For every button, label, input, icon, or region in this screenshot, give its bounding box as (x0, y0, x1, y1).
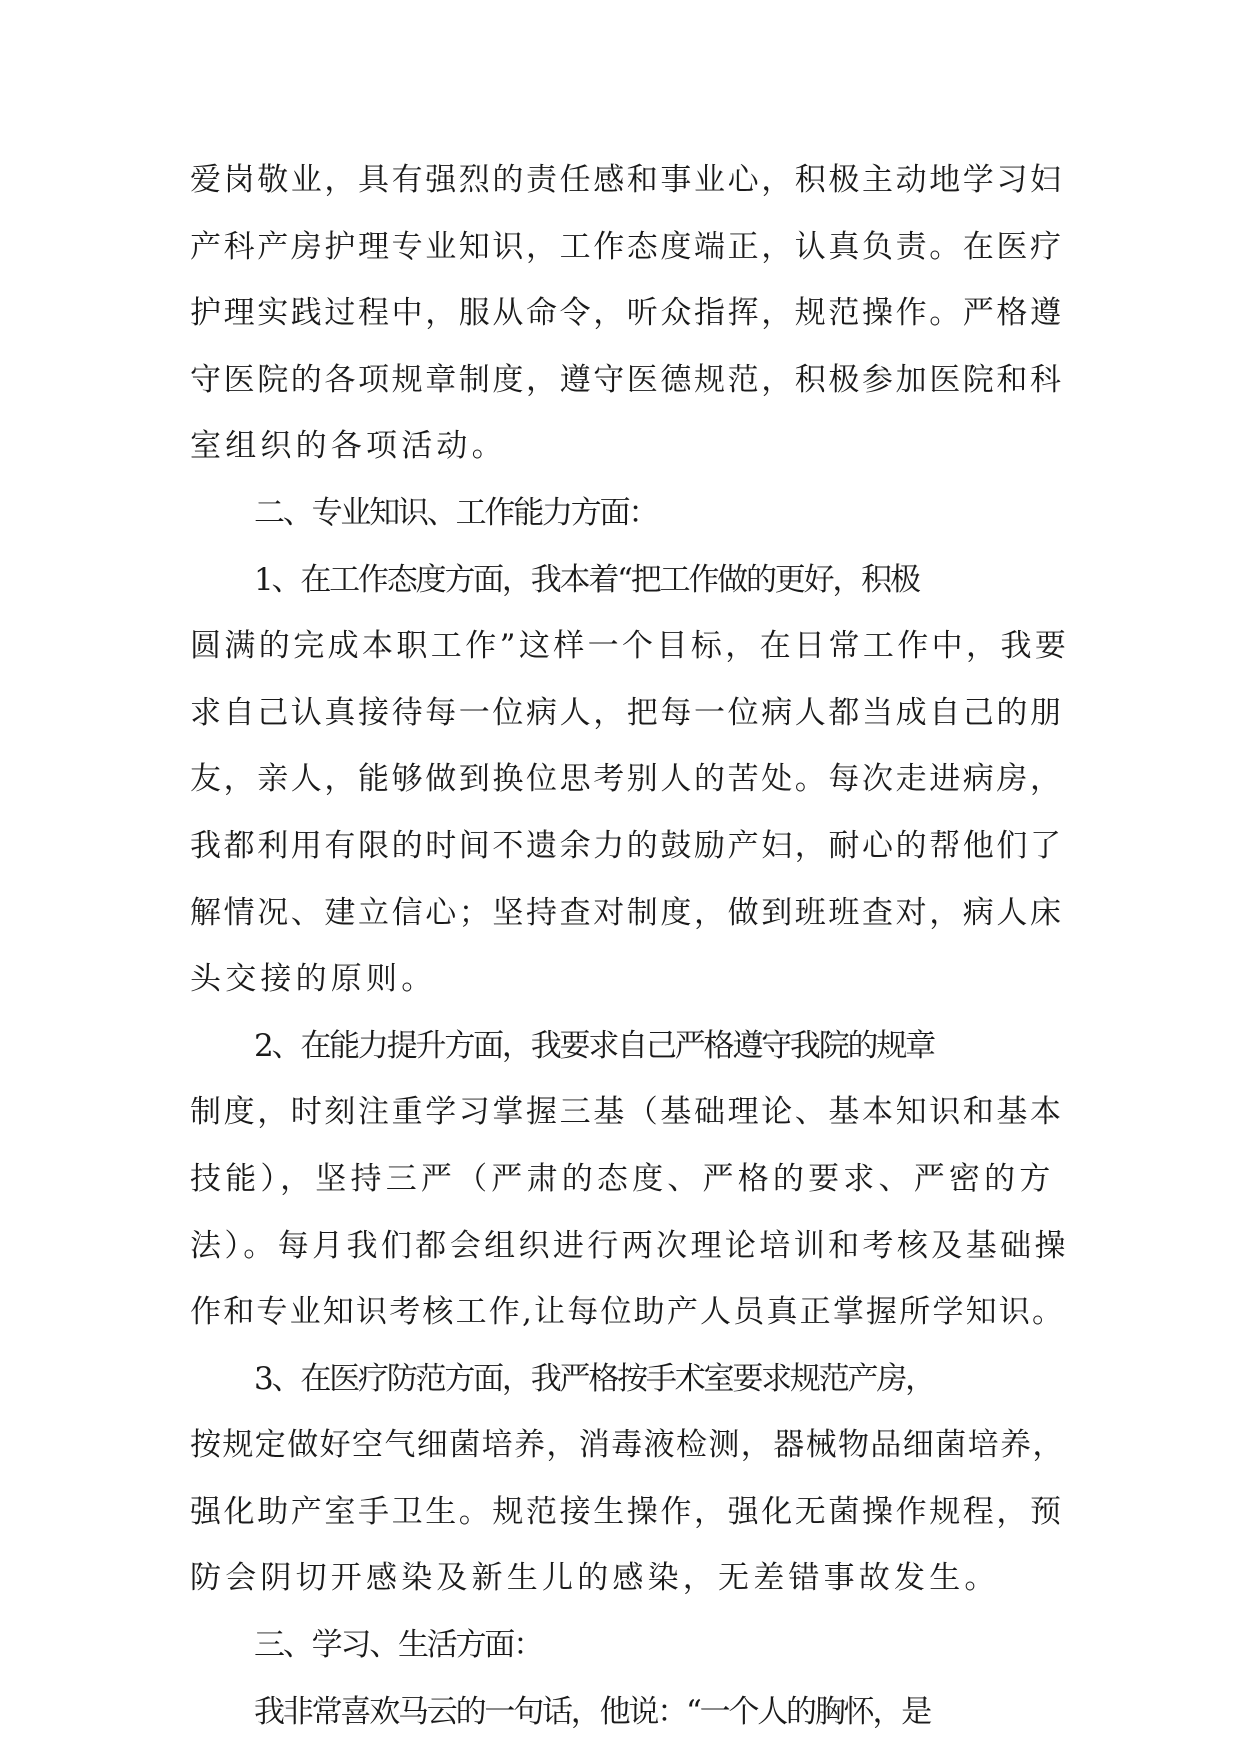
text-line: 爱岗敬业，具有强烈的责任感和事业心，积极主动地学习妇 (190, 162, 1064, 198)
text-line: 护理实践过程中，服从命令，听众指挥，规范操作。严格遵 (190, 295, 1064, 332)
text-line: 三、学习、生活方面： (254, 1627, 542, 1664)
text-line: 制度，时刻注重学习掌握三基（基础理论、基本知识和基本 (190, 1094, 1064, 1131)
document-body (190, 147, 1070, 1745)
text-line: 守医院的各项规章制度，遵守医德规范，积极参加医院和科 (190, 361, 1064, 398)
text-line: 二、专业知识、工作能力方面： (254, 494, 658, 531)
text-line: 产科产房护理专业知识，工作态度端正，认真负责。在医疗 (190, 228, 1064, 265)
text-line: 头交接的原则。 (190, 961, 437, 998)
text-line: 法）。每月我们都会组织进行两次理论培训和考核及基础操 (190, 1227, 1069, 1264)
text-line: 作和专业知识考核工作,让每位助产人员真正掌握所学知识。 (190, 1294, 1066, 1331)
text-line: 1、在工作态度方面，我本着“把工作做的更好，积极 (254, 561, 919, 598)
text-line: 我都利用有限的时间不遗余力的鼓励产妇，耐心的帮他们了 (190, 827, 1064, 864)
text-line: 3、在医疗防范方面，我严格按手术室要求规范产房， (254, 1360, 934, 1397)
text-line: 按规定做好空气细菌培养，消毒液检测，器械物品细菌培养， (190, 1427, 1065, 1464)
text-line: 圆满的完成本职工作”这样一个目标，在日常工作中，我要 (190, 628, 1070, 665)
text-line: 强化助产室手卫生。规范接生操作，强化无菌操作规程，预 (190, 1493, 1064, 1530)
text-line: 解情况、建立信心；坚持查对制度，做到班班查对，病人床 (190, 894, 1064, 931)
text-line: 我非常喜欢马云的一句话，他说：“一个人的胸怀，是 (254, 1693, 931, 1730)
text-line: 求自己认真接待每一位病人，把每一位病人都当成自己的朋 (190, 694, 1064, 731)
text-line: 技能），坚持三严（严肃的态度、严格的要求、严密的方 (190, 1160, 1055, 1197)
text-line: 室组织的各项活动。 (190, 428, 507, 465)
text-line: 友，亲人，能够做到换位思考别人的苦处。每次走进病房， (190, 761, 1064, 798)
text-line: 防会阴切开感染及新生儿的感染，无差错事故发生。 (190, 1560, 1000, 1597)
text-line: 2、在能力提升方面，我要求自己严格遵守我院的规章 (254, 1027, 934, 1064)
